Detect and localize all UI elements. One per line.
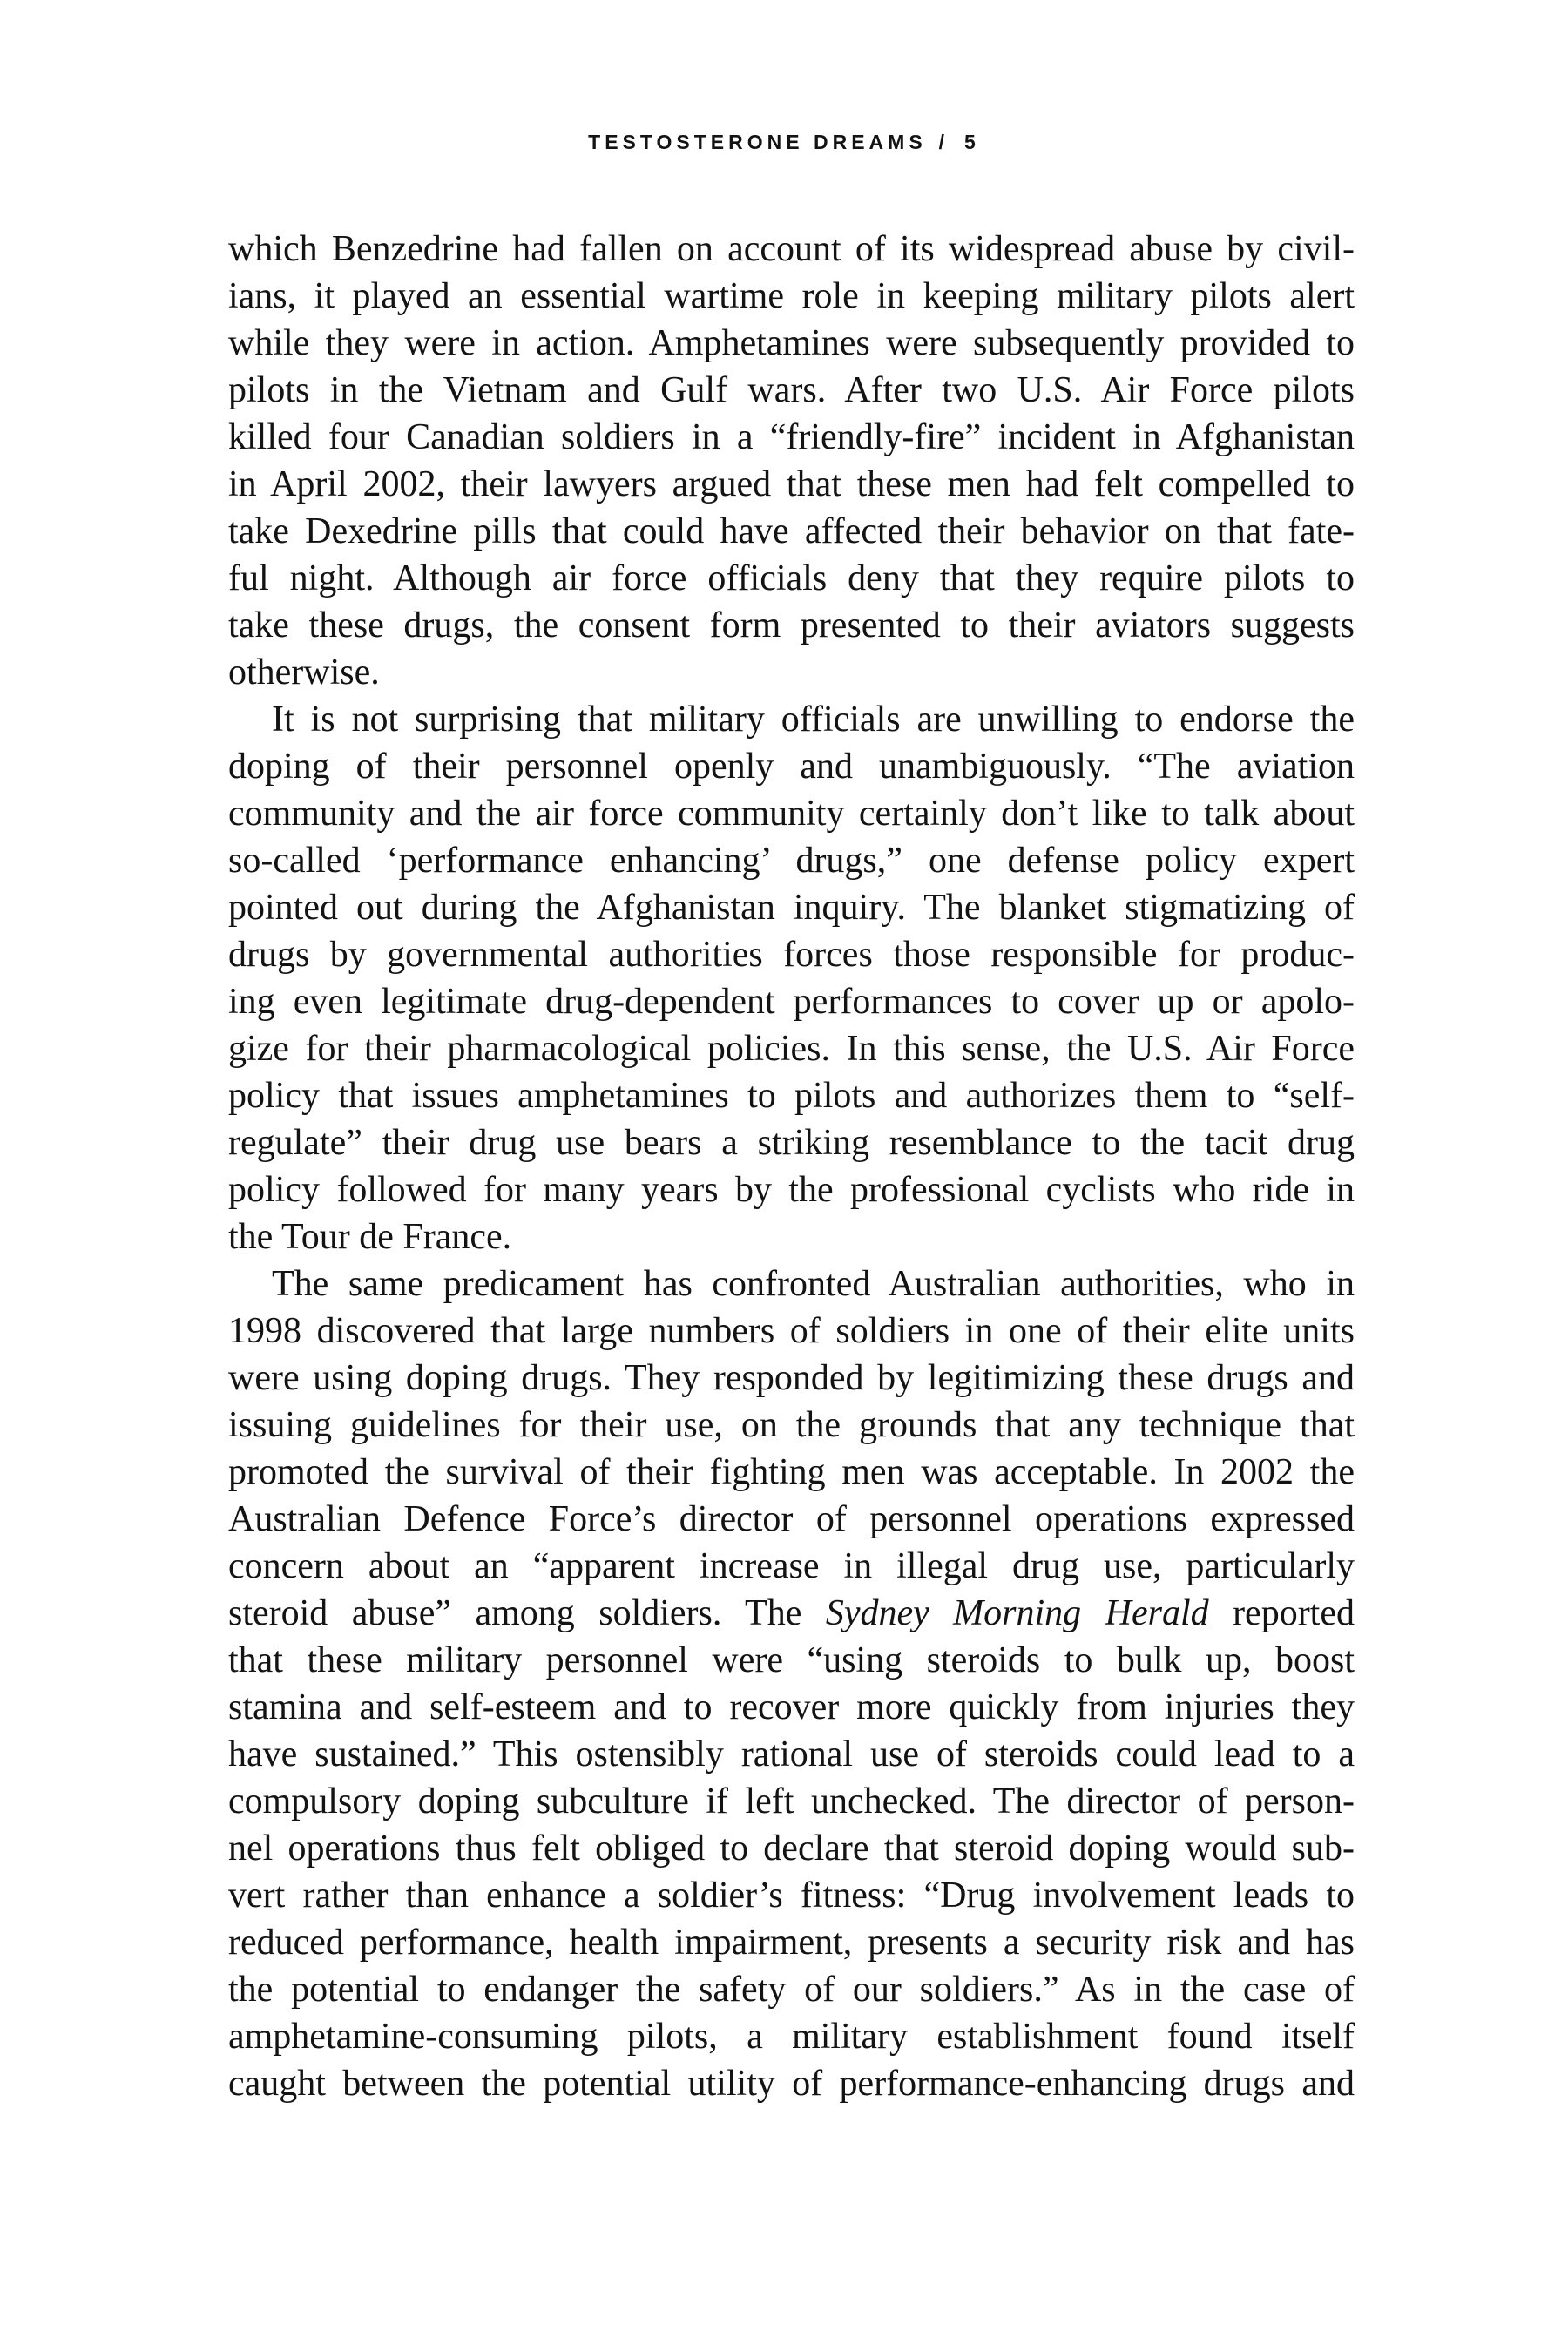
text-line: compulsory doping subculture if left unchecked. The director of person- [228, 1781, 1355, 1821]
text-line: pilots in the Vietnam and Gulf wars. After two U.S. Air Force pilots [228, 370, 1355, 410]
text-line: Australian Defence Force’s director of personnel operations expressed [228, 1499, 1355, 1539]
text-line: otherwise. [228, 652, 380, 693]
italic-title-sydney-morning-herald: Sydney Morning Herald [825, 1593, 1209, 1633]
text-line: in April 2002, their lawyers argued that these men had felt compelled to [228, 464, 1355, 504]
text-line: caught between the potential utility of performance-enhancing drugs and [228, 2064, 1355, 2104]
text-line: pointed out during the Afghanistan inquiry. The blanket stigmatizing of [228, 888, 1355, 928]
text-line: that these military personnel were “using steroids to bulk up, boost [228, 1640, 1355, 1680]
text-line: policy followed for many years by the professional cyclists who ride in [228, 1170, 1355, 1210]
page-number: 5 [964, 131, 980, 153]
text-line: concern about an “apparent increase in illegal drug use, particularly [228, 1546, 1355, 1586]
text-line: were using doping drugs. They responded by legitimizing these drugs and [228, 1358, 1355, 1398]
text-line: the potential to endanger the safety of our soldiers.” As in the case of [228, 1970, 1355, 2010]
text-line: ians, it played an essential wartime role in keeping military pilots alert [228, 276, 1355, 316]
text-line: nel operations thus felt obliged to declare that steroid doping would sub- [228, 1828, 1355, 1869]
text-line: issuing guidelines for their use, on the grounds that any technique that [228, 1405, 1355, 1445]
text-line: vert rather than enhance a soldier’s fitness: “Drug involvement leads to [228, 1876, 1355, 1916]
text-line: take these drugs, the consent form presented to their aviators suggests [228, 605, 1355, 645]
text-line: take Dexedrine pills that could have affected their behavior on that fate- [228, 511, 1355, 551]
text-line: ing even legitimate drug-dependent performances to cover up or apolo- [228, 982, 1355, 1022]
text-line: The same predicament has confronted Australian authorities, who in [272, 1264, 1355, 1304]
running-header-separator: / [938, 131, 950, 153]
paragraph-2 [228, 696, 1355, 1260]
running-header [0, 131, 1568, 154]
text-line: so-called ‘performance enhancing’ drugs,” one defense policy expert [228, 841, 1355, 881]
text-line: ful night. Although air force officials deny that they require pilots to [228, 558, 1355, 598]
text-line: while they were in action. Amphetamines were subsequently provided to [228, 323, 1355, 363]
text-segment: steroid abuse” among soldiers. The [228, 1593, 826, 1633]
text-line: doping of their personnel openly and unambiguously. “The aviation [228, 747, 1355, 787]
text-line: drugs by governmental authorities forces those responsible for produc- [228, 935, 1355, 975]
text-line [228, 1590, 1355, 1637]
text-line: the Tour de France. [228, 1217, 512, 1257]
text-segment: reported [1208, 1593, 1355, 1633]
text-line: promoted the survival of their fighting men was acceptable. In 2002 the [228, 1452, 1355, 1492]
text-line: amphetamine-consuming pilots, a military establishment found itself [228, 2017, 1355, 2057]
text-line: reduced performance, health impairment, presents a security risk and has [228, 1923, 1355, 1963]
text-line: gize for their pharmacological policies. In this sense, the U.S. Air Force [228, 1029, 1355, 1069]
body-text [228, 226, 1355, 2107]
text-line: regulate” their drug use bears a striking resemblance to the tacit drug [228, 1123, 1355, 1163]
paragraph-1 [228, 226, 1355, 696]
text-line: stamina and self-esteem and to recover more quickly from injuries they [228, 1687, 1355, 1727]
text-line: policy that issues amphetamines to pilots and authorizes them to “self- [228, 1076, 1355, 1116]
text-line: which Benzedrine had fallen on account of its widespread abuse by civil- [228, 229, 1355, 269]
text-line: 1998 discovered that large numbers of soldiers in one of their elite units [228, 1311, 1355, 1351]
text-line: have sustained.” This ostensibly rational use of steroids could lead to a [228, 1734, 1355, 1774]
text-line: It is not surprising that military officials are unwilling to endorse the [272, 700, 1355, 740]
text-line: community and the air force community certainly don’t like to talk about [228, 794, 1355, 834]
text-line: killed four Canadian soldiers in a “friendly-fire” incident in Afghanistan [228, 417, 1355, 457]
paragraph-3 [228, 1260, 1355, 2107]
running-header-title: TESTOSTERONE DREAMS [588, 131, 927, 153]
